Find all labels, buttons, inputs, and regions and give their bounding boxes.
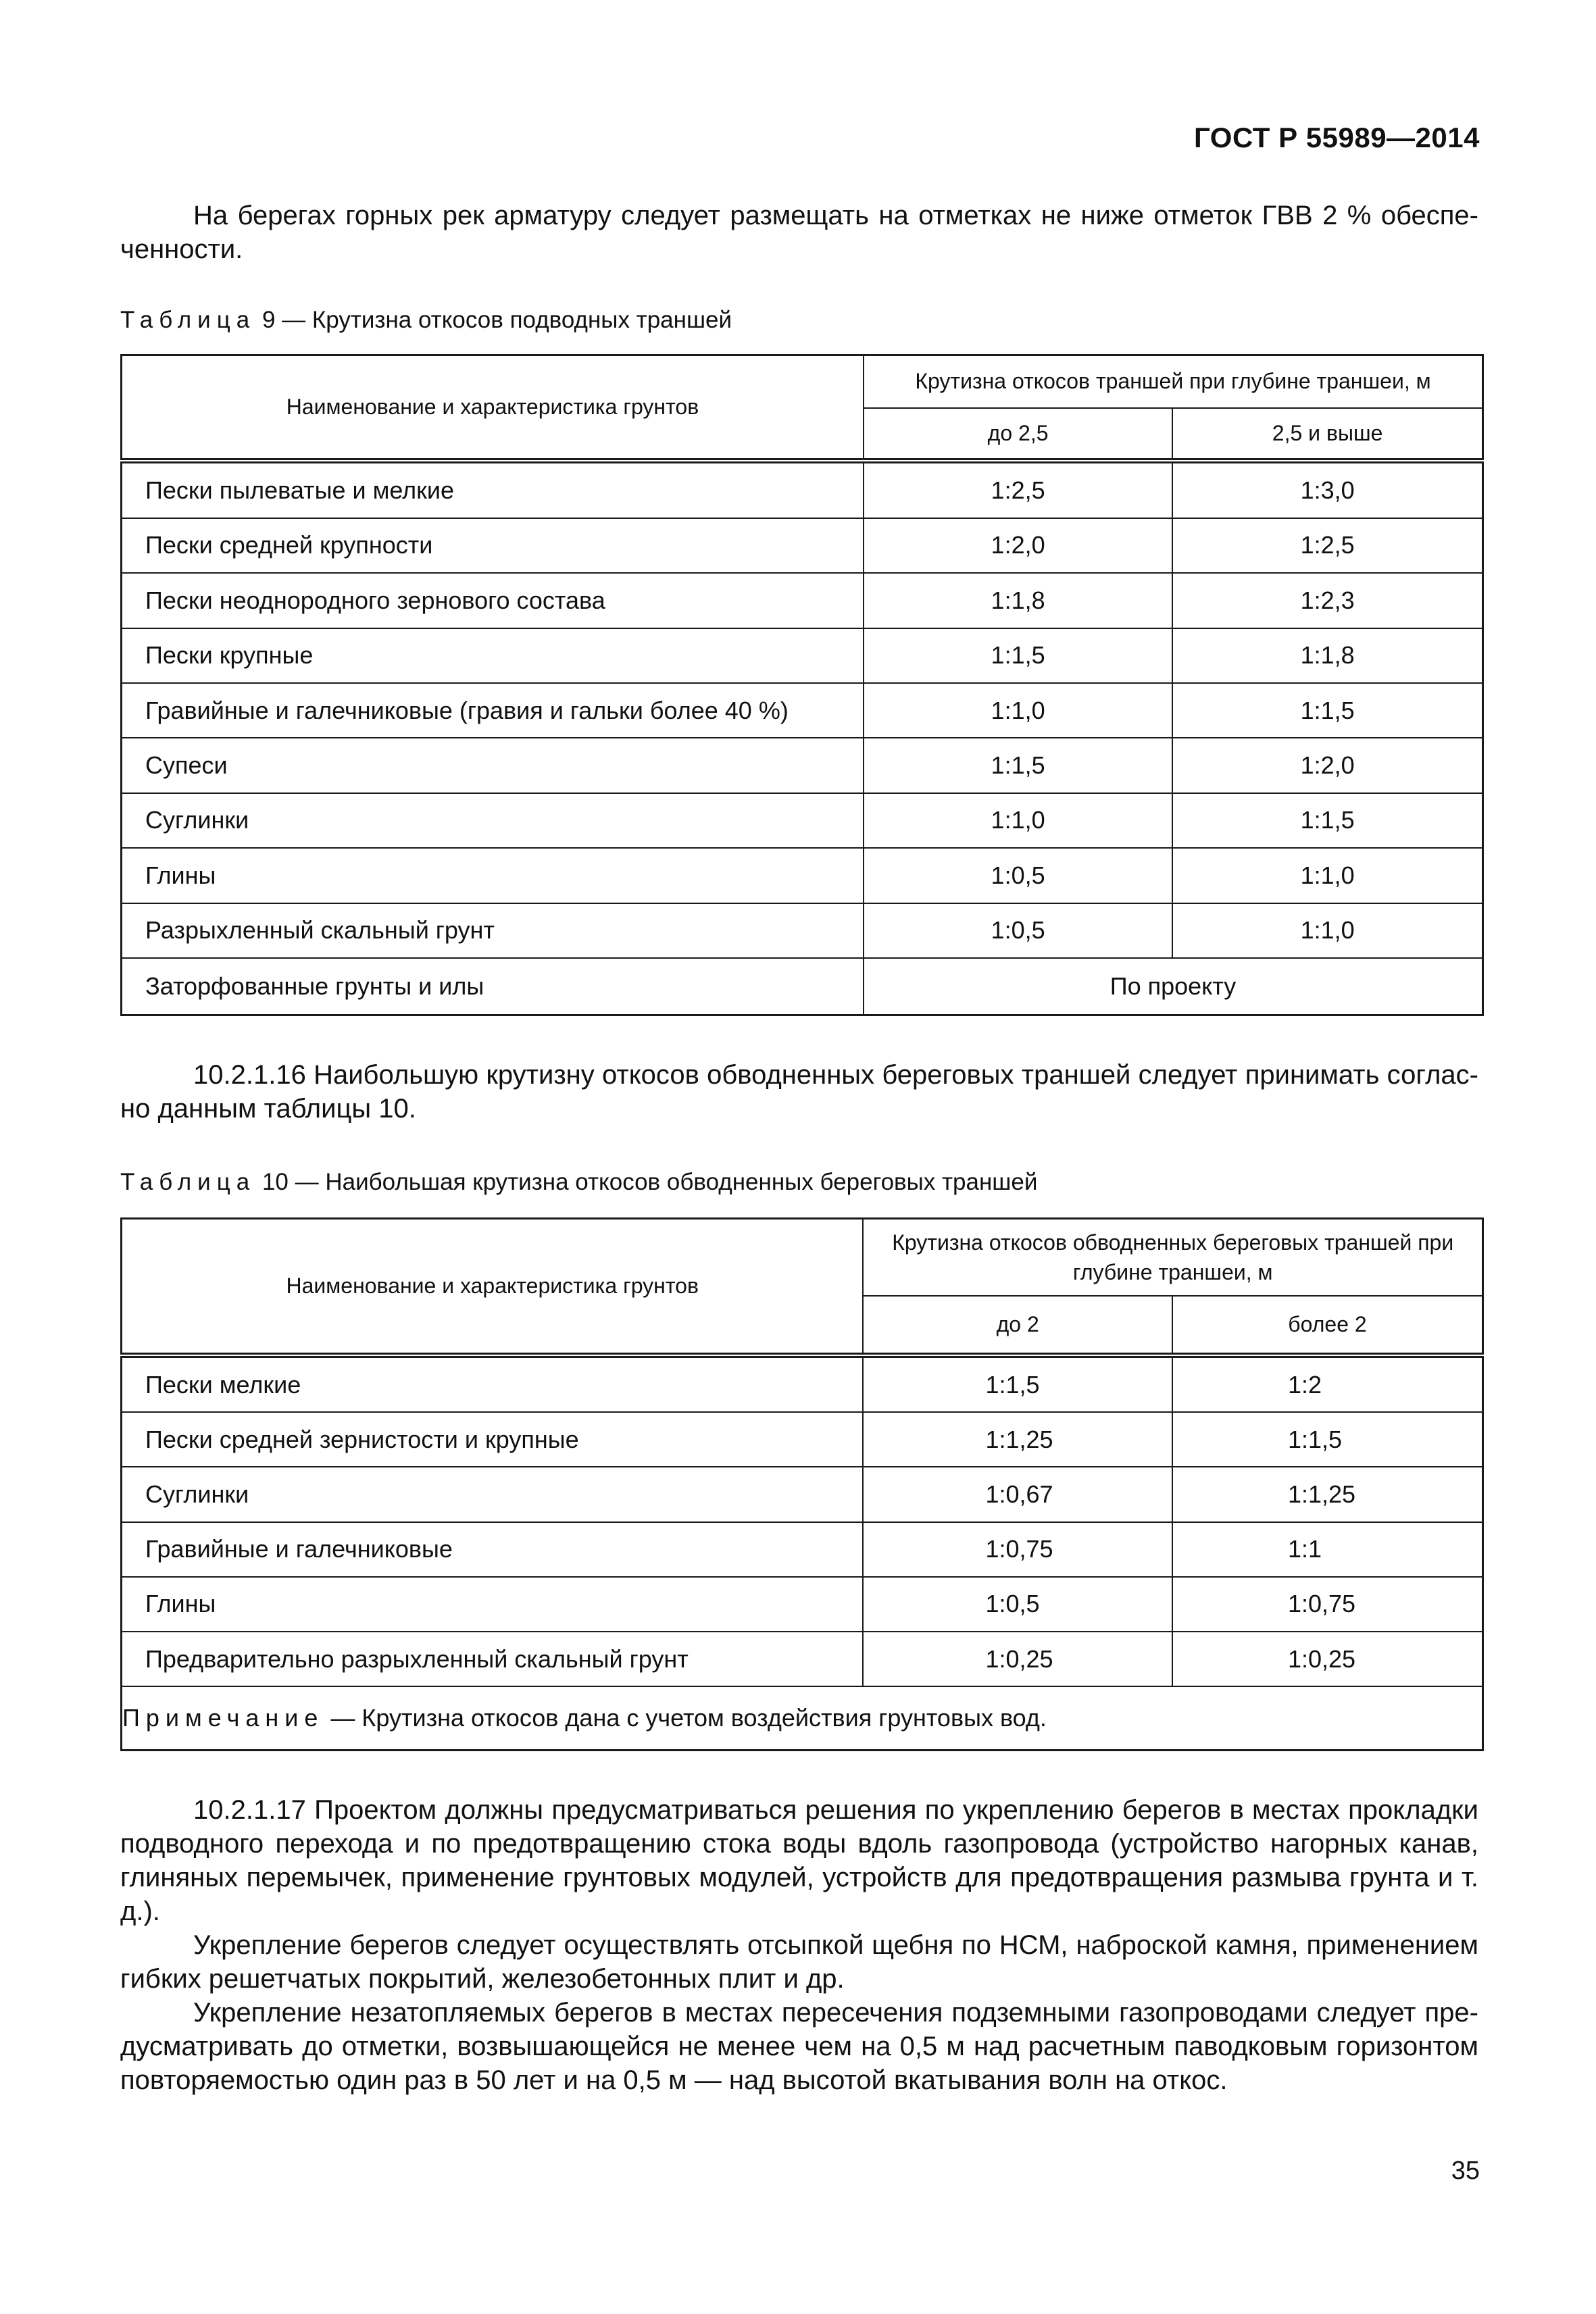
slope-value: 1:0,5: [864, 848, 1172, 903]
slope-value: 1:1,8: [864, 573, 1172, 628]
soil-name: Гравийные и галечниковые (гравия и гальки более 40 %): [122, 683, 864, 738]
soil-name: Заторфованные грунты и илы: [122, 958, 864, 1015]
slope-value: 1:1,5: [1172, 793, 1482, 848]
slope-value: 1:2,0: [864, 518, 1172, 573]
slope-value: 1:3,0: [1172, 461, 1482, 518]
slope-value: 1:1: [1172, 1522, 1483, 1577]
slope-value: 1:0,25: [1172, 1632, 1483, 1686]
paragraph-bank-reinforcement: Укрепление берегов следует осуществлять отсыпкой щебня по НСМ, наброской камня, применением гибких решетчатых покрытий, железобетонных плит и др.: [120, 1930, 1478, 1994]
table9-group-header: Крутизна откосов траншей при глубине траншеи, м: [864, 355, 1483, 408]
table-row: [122, 1577, 1483, 1632]
table9-name-header: Наименование и характеристика грунтов: [122, 355, 864, 461]
table-row: [122, 1522, 1483, 1577]
table10-subheader-1: до 2: [863, 1296, 1172, 1355]
table10-group-header: Крутизна откосов обводненных береговых траншей при глубине траншеи, м: [863, 1219, 1482, 1296]
table10-caption-text: 10 — Наибольшая крутизна откосов обводненных береговых траншей: [261, 1169, 1038, 1195]
slope-value: 1:0,67: [863, 1467, 1172, 1521]
soil-name: Предварительно разрыхленный скальный грунт: [122, 1632, 864, 1686]
slope-value: 1:2,5: [1172, 518, 1482, 573]
soil-name: Пески неоднородного зернового состава: [122, 573, 864, 628]
table-row: [122, 793, 1483, 848]
paragraph-text: 10.2.1.16 Наибольшую крутизну откосов обводненных береговых траншей следует принимать соглас-но данным таблицы 10.: [120, 1060, 1478, 1124]
table9-caption: [120, 305, 732, 335]
table-row: [122, 958, 1483, 1015]
table10: [120, 1217, 1484, 1751]
page-number: 35: [1451, 2157, 1480, 2185]
soil-name: Пески мелкие: [122, 1355, 864, 1412]
slope-value: 1:1,25: [863, 1412, 1172, 1467]
soil-name: Супеси: [122, 738, 864, 793]
table-row: [122, 1355, 1483, 1412]
table9: [120, 354, 1484, 1016]
slope-value: 1:2,3: [1172, 573, 1482, 628]
slope-value: 1:0,25: [863, 1632, 1172, 1686]
paragraph-non-flooded-banks: Укрепление незатопляемых берегов в местах пересечения подземными газопроводами следует пре-дусматривать до отметки, возвышающейся не менее чем на 0,5 м над расчетным паводковым горизонтом повторяемостью один раз в 50 лет и на 0,5 м — над высотой вкатывания волн на откос.: [120, 1998, 1478, 2095]
slope-value: 1:0,75: [863, 1522, 1172, 1577]
slope-value: 1:0,5: [863, 1577, 1172, 1632]
table10-subheader-2: более 2: [1172, 1296, 1483, 1355]
soil-name: Разрыхленный скальный грунт: [122, 903, 864, 958]
table-row: [122, 1412, 1483, 1467]
table-row: [122, 1632, 1483, 1686]
slope-value: 1:1,25: [1172, 1467, 1483, 1521]
table10-note: [122, 1686, 1483, 1750]
table10-name-header: Наименование и характеристика грунтов: [122, 1219, 864, 1356]
table9-caption-text: 9 — Крутизна откосов подводных траншей: [261, 307, 732, 333]
soil-name: Пески крупные: [122, 628, 864, 683]
slope-value: 1:1,5: [863, 1355, 1172, 1412]
table-row: [122, 461, 1483, 518]
intro-text: На берегах горных рек арматуру следует размещать на отметках не ниже отметок ГВВ 2 % обеспе-ченности.: [120, 201, 1478, 264]
slope-value: 1:1,5: [864, 738, 1172, 793]
soil-name: Суглинки: [122, 793, 864, 848]
slope-value: 1:2: [1172, 1355, 1483, 1412]
soil-name: Суглинки: [122, 1467, 864, 1521]
slope-value: 1:1,5: [1172, 1412, 1483, 1467]
slope-value: 1:1,5: [1172, 683, 1482, 738]
soil-name: Пески средней крупности: [122, 518, 864, 573]
table9-subheader-1: до 2,5: [864, 408, 1172, 461]
table-note-row: [122, 1686, 1483, 1750]
soil-name: Гравийные и галечниковые: [122, 1522, 864, 1577]
table-row: [122, 518, 1483, 573]
table-row: [122, 903, 1483, 958]
intro-paragraph: [120, 199, 1478, 266]
slope-value: 1:1,0: [1172, 848, 1482, 903]
slope-value: 1:1,0: [864, 683, 1172, 738]
paragraph-10-2-1-17: 10.2.1.17 Проектом должны предусматриваться решения по укреплению берегов в местах прокладки подводного перехода и по предотвращению стока воды вдоль газопровода (устройство нагорных канав, глиняных перемычек, применение грунтовых модулей, устройств для предотвращения размыва грунта и т. д.).: [120, 1795, 1478, 1926]
note-label: Примечание: [122, 1704, 324, 1732]
table10-caption-word: Таблица: [120, 1169, 256, 1195]
slope-value: 1:1,0: [864, 793, 1172, 848]
slope-value: 1:1,8: [1172, 628, 1482, 683]
document-code: ГОСТ Р 55989—2014: [1194, 122, 1480, 153]
slope-value: 1:1,0: [1172, 903, 1482, 958]
soil-name: Пески средней зернистости и крупные: [122, 1412, 864, 1467]
slope-value: 1:2,0: [1172, 738, 1482, 793]
table9-caption-word: Таблица: [120, 307, 256, 333]
soil-name: Глины: [122, 848, 864, 903]
closing-section: [120, 1793, 1478, 2097]
slope-value: 1:1,5: [864, 628, 1172, 683]
note-text: — Крутизна откосов дана с учетом воздействия грунтовых вод.: [324, 1704, 1047, 1732]
slope-value: 1:0,75: [1172, 1577, 1483, 1632]
table9-subheader-2: 2,5 и выше: [1172, 408, 1482, 461]
table-row: [122, 683, 1483, 738]
table-row: [122, 1467, 1483, 1521]
table-row: [122, 738, 1483, 793]
table-row: [122, 848, 1483, 903]
table-row: [122, 628, 1483, 683]
soil-name: Пески пылеватые и мелкие: [122, 461, 864, 518]
soil-name: Глины: [122, 1577, 864, 1632]
table10-caption: [120, 1167, 1037, 1197]
paragraph-10-2-1-16: [120, 1058, 1478, 1126]
table-row: [122, 573, 1483, 628]
slope-value-merged: По проекту: [864, 958, 1483, 1015]
slope-value: 1:0,5: [864, 903, 1172, 958]
slope-value: 1:2,5: [864, 461, 1172, 518]
